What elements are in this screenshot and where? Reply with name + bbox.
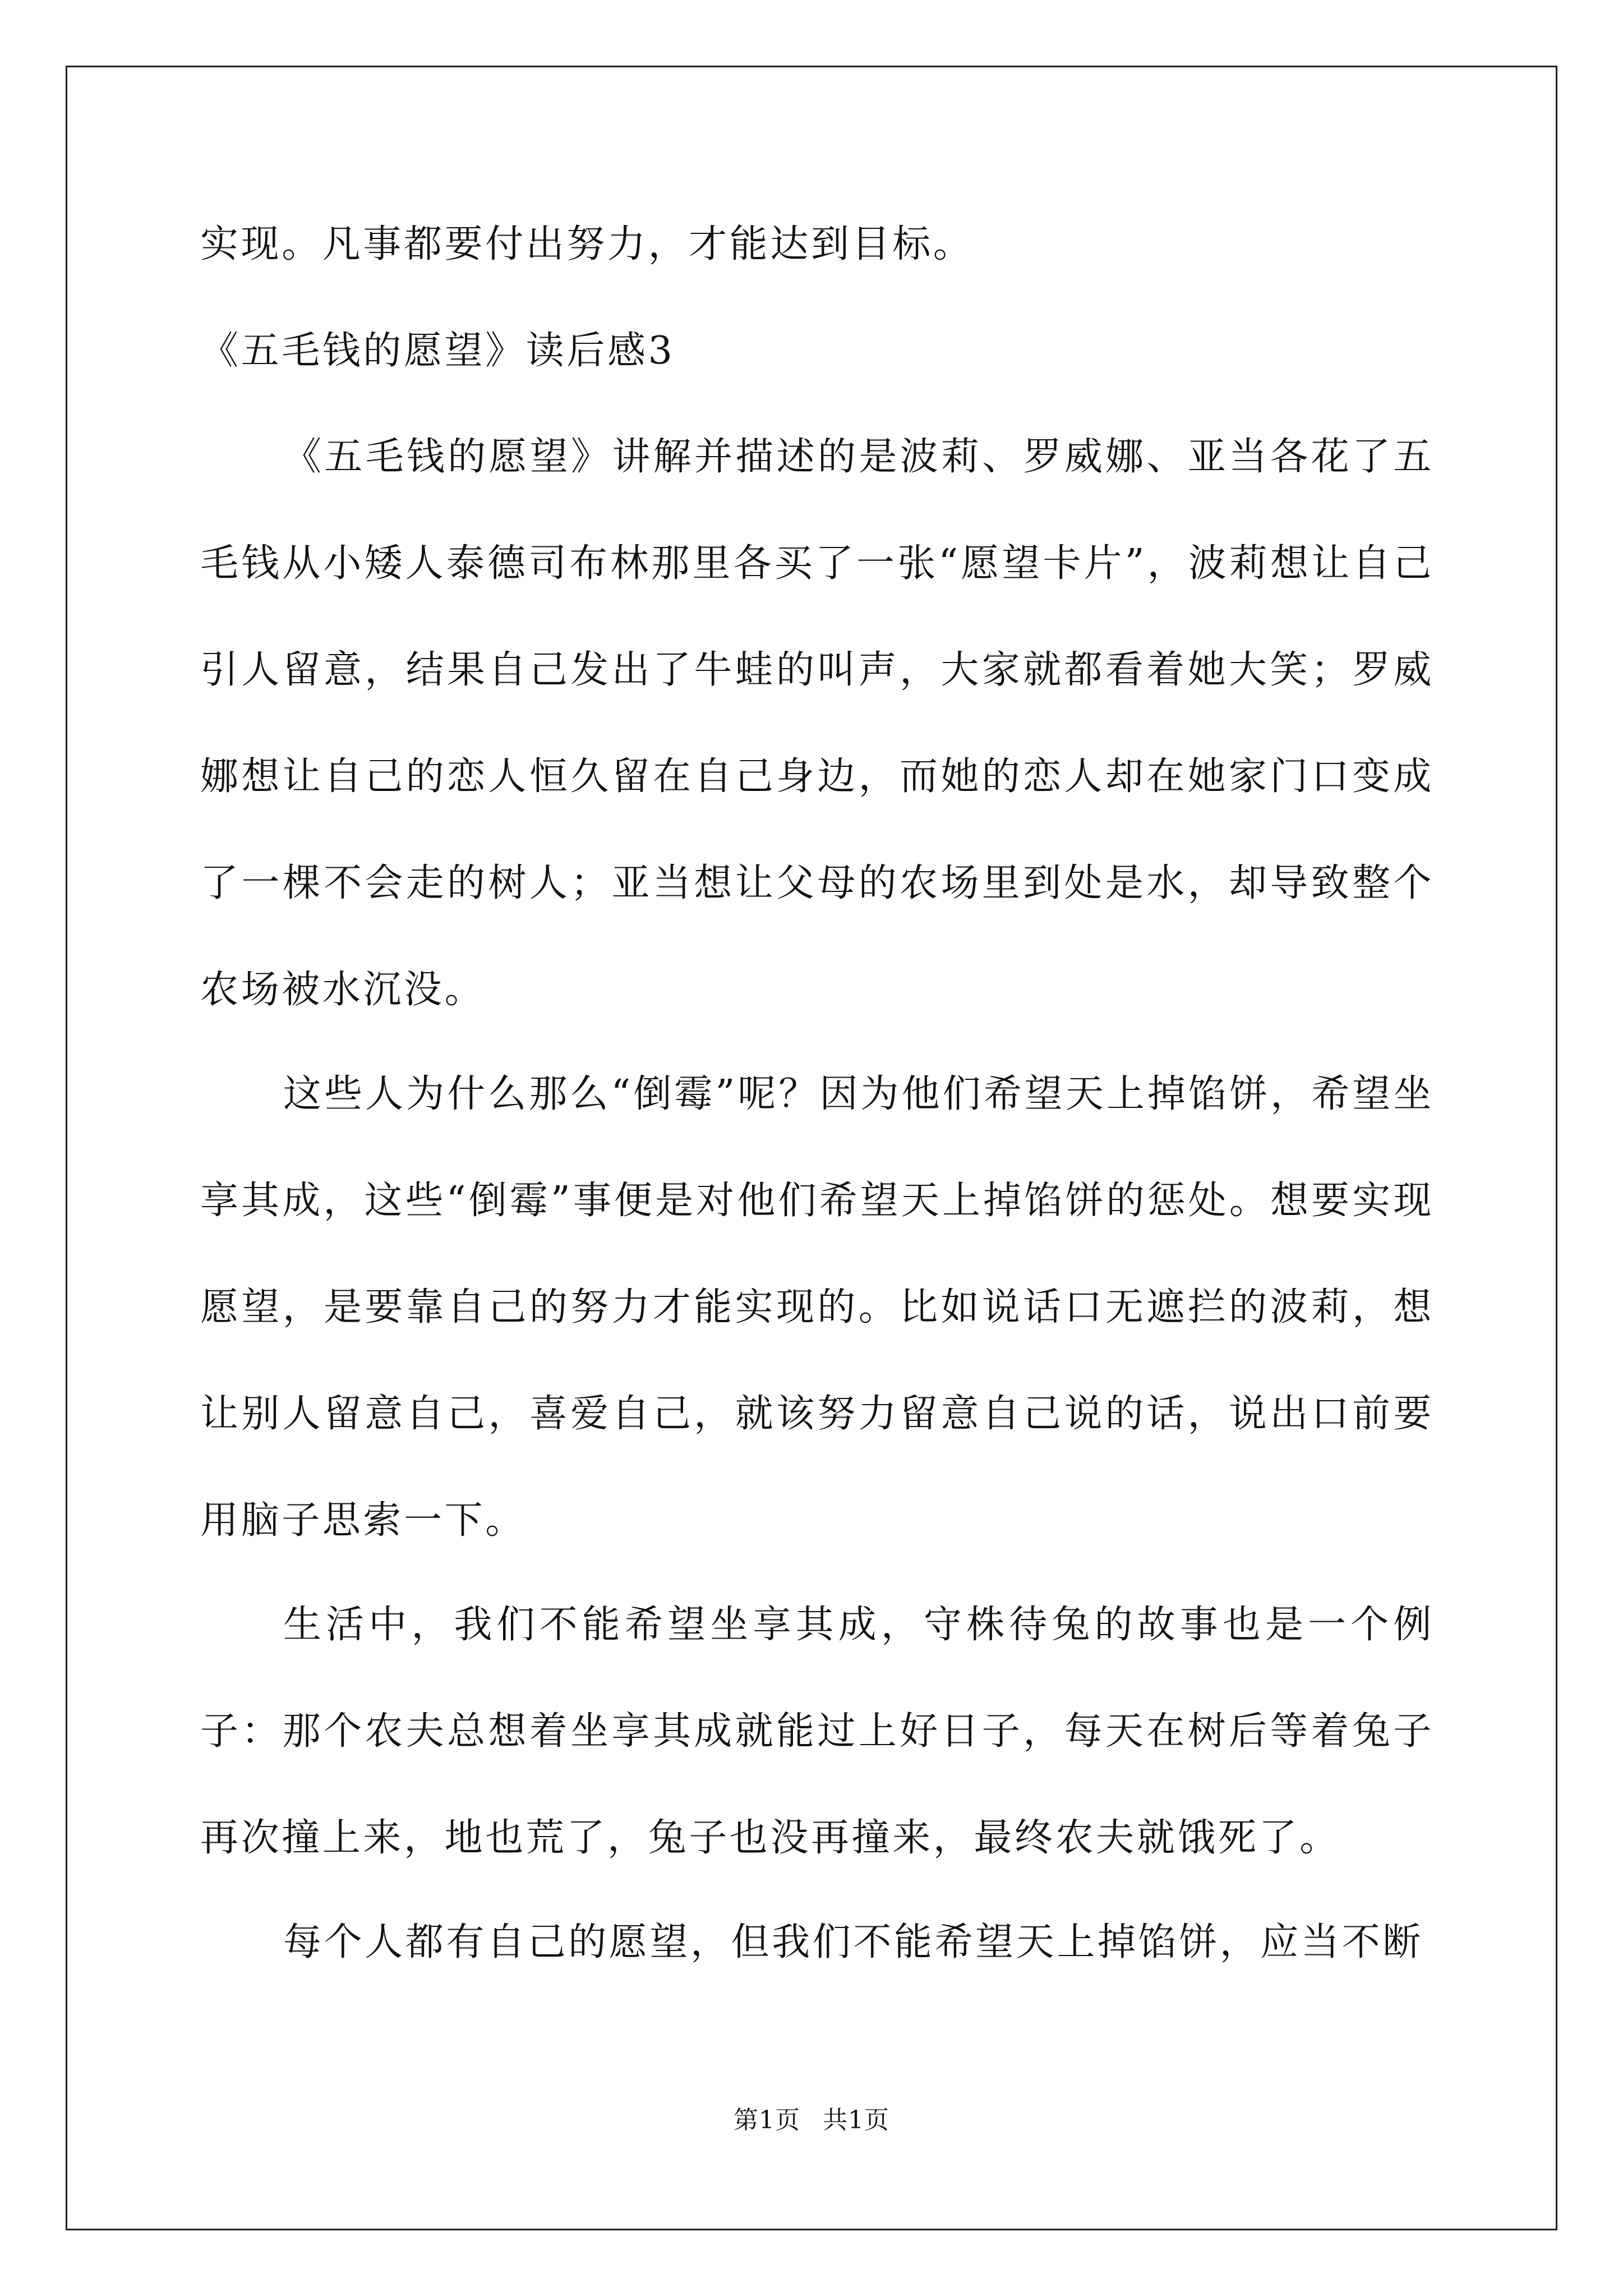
section-title: 《五毛钱的愿望》读后感3 <box>200 329 675 373</box>
paragraph-1: 《五毛钱的愿望》讲解并描述的是波莉、罗威娜、亚当各花了五毛钱从小矮人泰德司布林那里各买了一张“愿望卡片”，波莉想让自己引人留意，结果自己发出了牛蛙的叫声，大家就都看着她大笑；罗威娜想让自己的恋人恒久留在自己身边，而她的恋人却在她家门口变成了一棵不会走的树人；亚当想让父母的农场里到处是水，却导致整个农场被水沉没。 <box>200 435 1434 1012</box>
paragraph-3: 生活中，我们不能希望坐享其成，守株待兔的故事也是一个例子：那个农夫总想着坐享其成就能过上好日子，每天在树后等着兔子再次撞上来，地也荒了，兔子也没再撞来，最终农夫就饿死了。 <box>200 1603 1434 1860</box>
page-total: 共1页 <box>823 2106 889 2134</box>
paragraph-2: 这些人为什么那么“倒霉”呢？因为他们希望天上掉馅饼，希望坐享其成，这些“倒霉”事便是对他们希望天上掉馅饼的惩处。想要实现愿望，是要靠自己的努力才能实现的。比如说话口无遮拦的波莉，想让别人留意自己，喜爱自己，就该努力留意自己说的话，说出口前要用脑子思索一下。 <box>200 1072 1434 1543</box>
page-footer <box>0 2104 1623 2137</box>
page-number: 第1页 <box>734 2106 800 2134</box>
document-body <box>200 219 1434 2022</box>
paragraph-4: 每个人都有自己的愿望，但我们不能希望天上掉馅饼，应当不断 <box>283 1920 1423 1964</box>
continuation-text: 实现。凡事都要付出努力，才能达到目标。 <box>200 222 974 266</box>
